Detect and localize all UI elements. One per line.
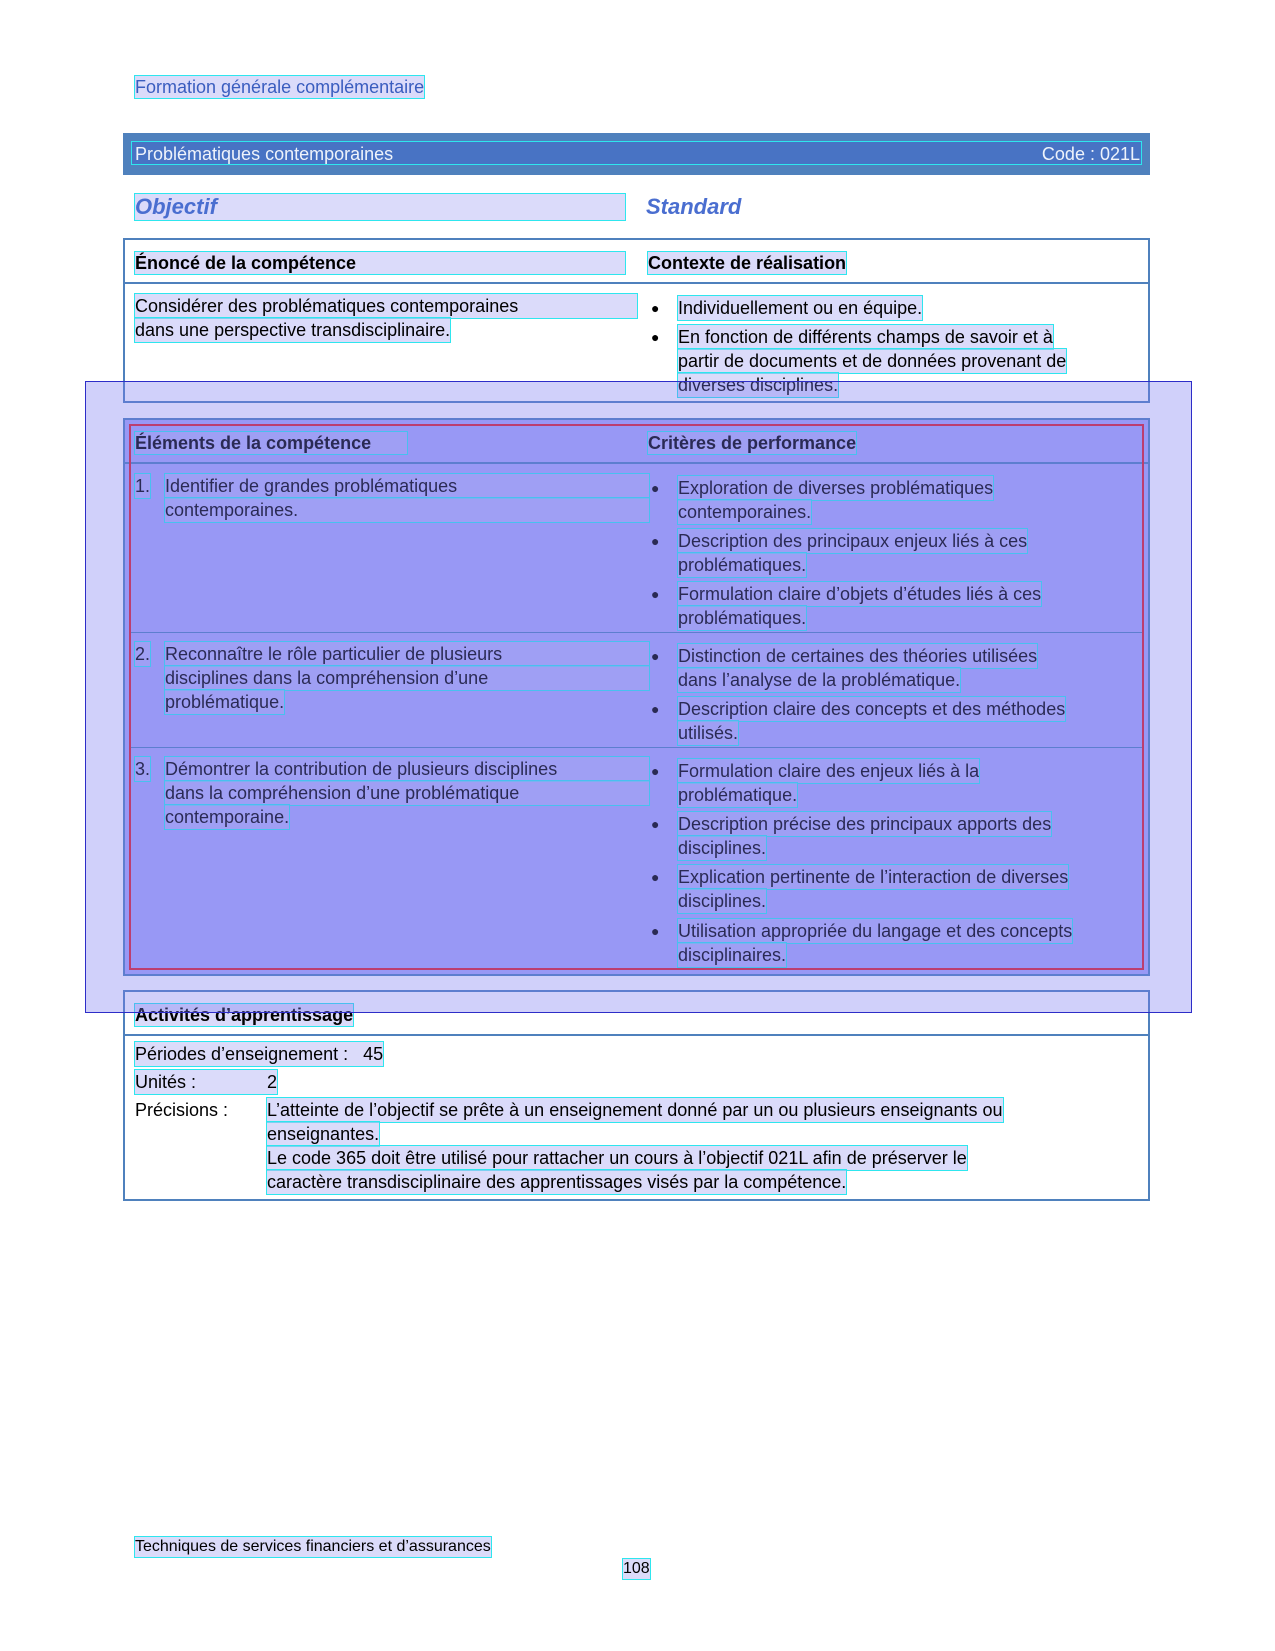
page-number: 108 [623, 1560, 650, 1577]
element-number: 3. [135, 759, 151, 779]
critere-line: problématiques. [678, 608, 807, 628]
element-line: problématique. [165, 692, 285, 712]
critere-line: Formulation claire des enjeux liés à la [678, 761, 980, 781]
footer-program: Techniques de services financiers et d’assurances [135, 1538, 491, 1555]
periodes-label: Périodes d’enseignement : [135, 1044, 349, 1064]
bullet-icon: ● [651, 329, 660, 345]
element-number: 1. [135, 476, 151, 496]
contexte-item: diverses disciplines. [678, 375, 839, 395]
critere-line: disciplinaires. [678, 945, 787, 965]
bullet-icon: ● [651, 300, 660, 316]
element-line: contemporaine. [165, 807, 290, 827]
section-label: Formation générale complémentaire [135, 77, 425, 97]
critere-line: disciplines. [678, 838, 767, 858]
element-line: Reconnaître le rôle particulier de plusieurs [165, 642, 649, 666]
critere-line: problématique. [678, 785, 798, 805]
contexte-item: En fonction de différents champs de savoir et à [678, 327, 1053, 347]
critere-line: dans l’analyse de la problématique. [678, 670, 961, 690]
elements-header: Éléments de la compétence [135, 432, 407, 454]
element-line: dans la compréhension d’une problématique [165, 781, 649, 805]
critere-line: Description précise des principaux apports des [678, 814, 1052, 834]
element-line: Identifier de grandes problématiques [165, 474, 649, 498]
enonce-line: Considérer des problématiques contemporaines [135, 294, 637, 318]
periodes-value: 45 [363, 1044, 384, 1064]
element-line: disciplines dans la compréhension d’une [165, 666, 649, 690]
bullet-icon: ● [651, 586, 660, 602]
enonce-header: Énoncé de la compétence [135, 252, 625, 274]
critere-line: problématiques. [678, 555, 807, 575]
precisions-line: L’atteinte de l’objectif se prête à un enseignement donné par un ou plusieurs enseignants ou [267, 1100, 1003, 1120]
critere-line: Formulation claire d’objets d’études liés à ces [678, 584, 1042, 604]
bullet-icon: ● [651, 869, 660, 885]
competence-box [123, 238, 1150, 403]
critere-line: Utilisation appropriée du langage et des concepts [678, 921, 1073, 941]
course-title-bar [123, 133, 1150, 175]
activites-box-header [125, 992, 1148, 1036]
critere-line: Description des principaux enjeux liés à ces [678, 531, 1028, 551]
unites-row [135, 1070, 277, 1094]
bullet-icon: ● [651, 816, 660, 832]
critere-line: Distinction de certaines des théories utilisées [678, 646, 1038, 666]
element-line: contemporaines. [165, 498, 649, 522]
bullet-icon: ● [651, 648, 660, 664]
bullet-icon: ● [651, 923, 660, 939]
activites-box [123, 990, 1150, 1201]
precisions-line: Le code 365 doit être utilisé pour rattacher un cours à l’objectif 021L afin de préserver le [267, 1148, 967, 1168]
activites-header: Activités d’apprentissage [135, 1005, 354, 1025]
enonce-line: dans une perspective transdisciplinaire. [135, 320, 451, 340]
contexte-item: partir de documents et de données provenant de [678, 351, 1067, 371]
bullet-icon: ● [651, 533, 660, 549]
precisions-line: caractère transdisciplinaire des apprentissages visés par la compétence. [267, 1172, 847, 1192]
contexte-header: Contexte de réalisation [648, 253, 847, 273]
precisions-line: enseignantes. [267, 1124, 380, 1144]
critere-line: disciplines. [678, 891, 767, 911]
element-line: Démontrer la contribution de plusieurs disciplines [165, 757, 649, 781]
course-title: Problématiques contemporaines [135, 144, 394, 164]
selection-outline [129, 424, 1144, 970]
critere-line: contemporaines. [678, 502, 812, 522]
critere-line: Description claire des concepts et des méthodes [678, 699, 1066, 719]
critere-line: utilisés. [678, 723, 739, 743]
standard-label: Standard [646, 194, 742, 219]
bullet-icon: ● [651, 763, 660, 779]
objectif-label: Objectif [135, 194, 625, 220]
course-code: Code : 021L [1041, 144, 1140, 164]
bullet-icon: ● [651, 480, 660, 496]
critere-line: Explication pertinente de l’interaction de diverses [678, 867, 1069, 887]
precisions-label: Précisions : [135, 1100, 229, 1120]
critere-line: Exploration de diverses problématiques [678, 478, 994, 498]
competence-box-header [125, 240, 1148, 284]
elements-box [123, 418, 1150, 976]
criteres-header: Critères de performance [648, 433, 857, 453]
periodes-row [135, 1042, 383, 1066]
unites-value: 2 [267, 1072, 278, 1092]
contexte-item: Individuellement ou en équipe. [678, 298, 923, 318]
element-number: 2. [135, 644, 151, 664]
unites-label: Unités : [135, 1072, 197, 1092]
bullet-icon: ● [651, 701, 660, 717]
